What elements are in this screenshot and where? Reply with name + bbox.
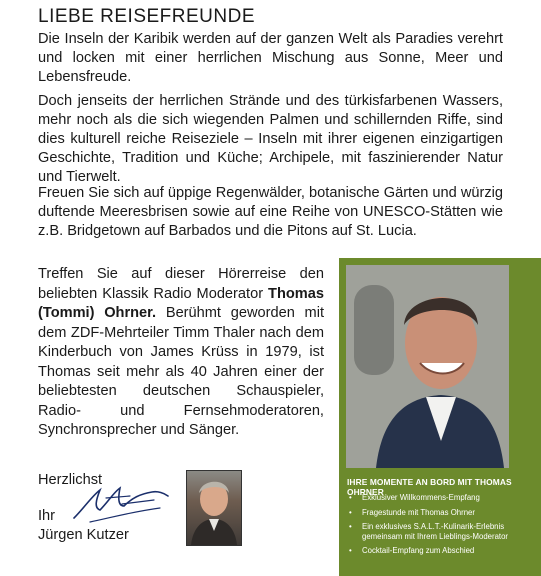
sender-name: Jürgen Kutzer — [38, 527, 129, 543]
list-item: • Cocktail-Empfang zum Abschied — [347, 546, 537, 556]
list-item: • Fragestunde mit Thomas Ohrner — [347, 508, 537, 518]
list-item: • Exklusiver Willkommens-Empfang — [347, 493, 537, 503]
closing-ihr: Ihr — [38, 508, 56, 524]
handwritten-signature — [70, 478, 170, 526]
page-heading: LIEBE REISEFREUNDE — [38, 6, 255, 27]
panel-title: IHRE MOMENTE AN BORD MIT THOMAS OHRNER — [347, 477, 512, 497]
highlights-list — [347, 493, 537, 561]
host-text-after: Berühmt geworden mit dem ZDF-Mehrteiler Timm Thaler nach dem Kinderbuch von James Krüss in 1979, ist Thomas seit mehr als 40 Jahren einer der beliebtesten deutschen Schauspieler, Radio- und Fernsehmoderatoren, Synchronsprecher und Sänger. — [38, 305, 324, 438]
host-paragraph — [38, 265, 324, 441]
author-photo — [186, 470, 242, 546]
intro-paragraph: Die Inseln der Karibik werden auf der ganzen Welt als Paradies verehrt und locken mit einer herrlichen Mischung aus Sonne, Meer und Lebensfreude. — [38, 31, 503, 85]
culture-paragraph: Doch jenseits der herrlichen Strände und des türkisfarbenen Wassers, mehr noch als die sich wiegenden Palmen und schillernden Riffe, sind dies kulturell reiche Reiseziele – Inseln mit ihrer eigenen einzigartigen Geschichte, Tradition und Küche; Archipele, mit faszinierender Natur und Tierwelt. — [38, 93, 503, 185]
host-text-before: Treffen Sie auf dieser Hörerreise den beliebten Klassik Radio Moderator — [38, 266, 324, 302]
list-item: • Ein exklusives S.A.L.T.-Kulinarik-Erlebnis gemeinsam mit Ihrem Lieblings-Moderator — [347, 522, 537, 541]
closing-greeting: Herzlichst — [38, 472, 103, 488]
host-photo — [346, 265, 509, 468]
host-name: Thomas (Tommi) Ohrner. — [38, 285, 324, 321]
highlights-paragraph: Freuen Sie sich auf üppige Regenwälder, botanische Gärten und würzig duftende Meeresbrisen sowie auf eine Reihe von UNESCO-Stätten wie z.B. Bridgetown auf Barbados und die Pitons auf St. Lucia. — [38, 185, 503, 239]
